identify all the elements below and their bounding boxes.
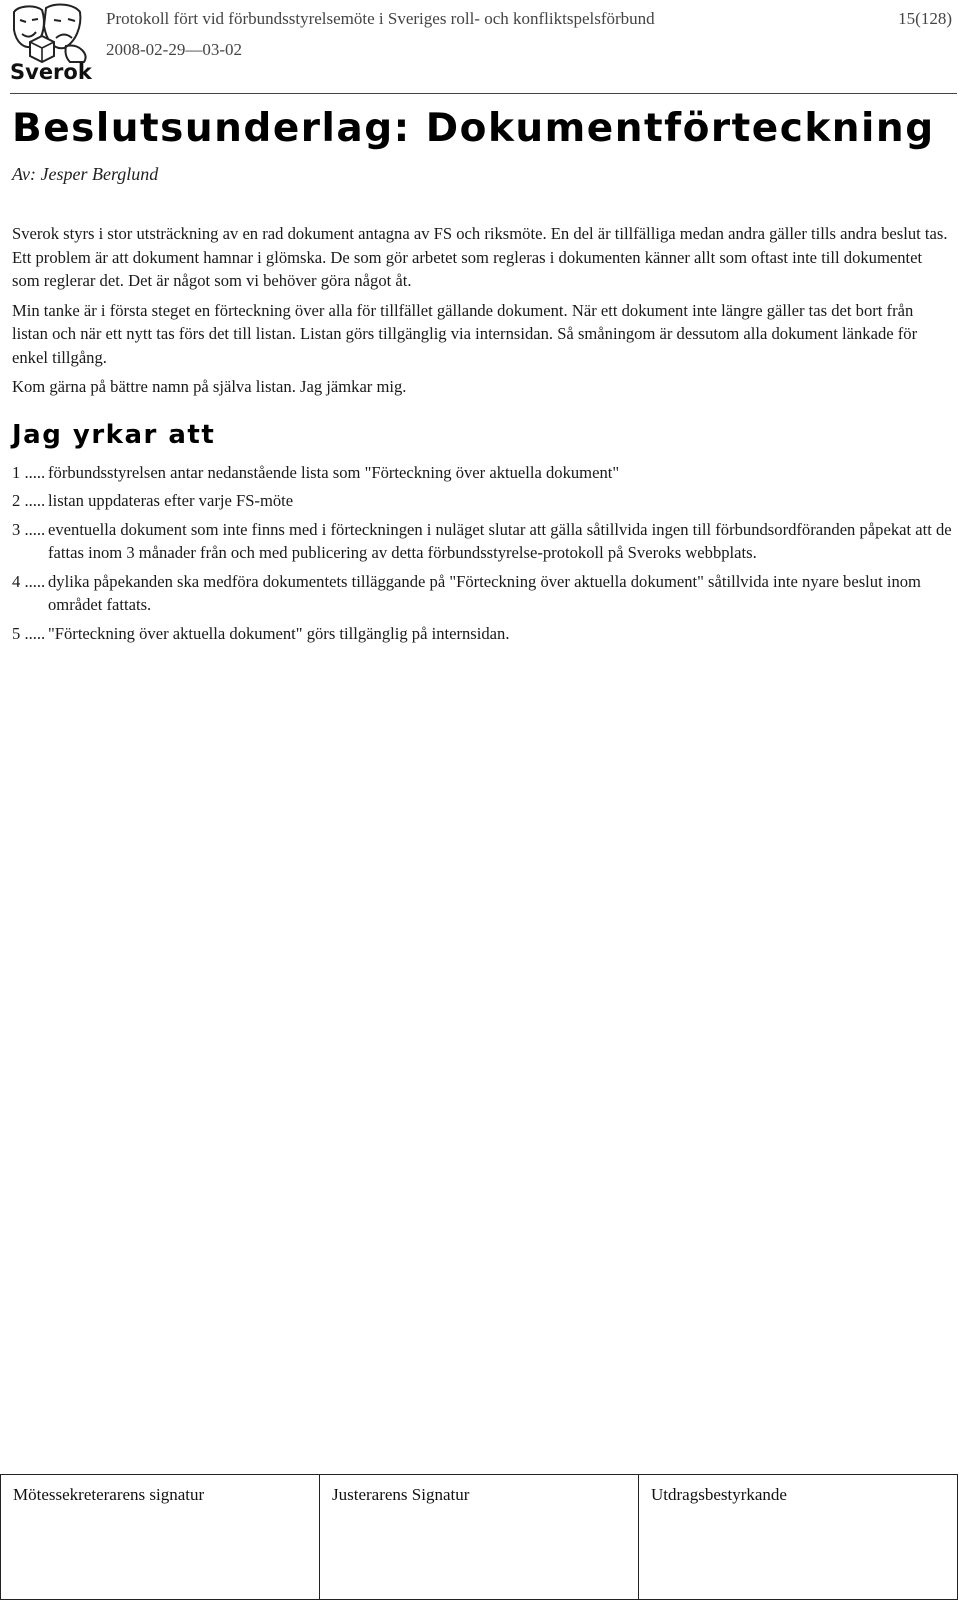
signature-table — [0, 1474, 958, 1600]
list-item-text: dylika påpekanden ska medföra dokumentets tilläggande på "Förteckning över aktuella dokument" såtillvida inte nyare beslut inom området fattats. — [48, 571, 921, 614]
paragraph: Min tanke är i första steget en förteckning över alla för tillfället gällande dokument. När ett dokument inte längre gäller tas det bort från listan och när ett nytt tas förs det till listan. Listan görs tillgänglig via internsidan. Så småningom är dessutom alla dokument länkade för enkel tillgång. — [12, 300, 918, 367]
list-item-number: 3 ..... — [12, 519, 46, 539]
section-title: Jag yrkar att — [12, 419, 216, 450]
header-divider — [10, 93, 957, 94]
body-text — [12, 222, 952, 399]
list-item-text: "Förteckning över aktuella dokument" görs tillgänglig på internsidan. — [48, 623, 510, 643]
adjuster-signature-cell: Justerarens Signatur — [320, 1475, 639, 1600]
page-number: 15(128) — [898, 9, 952, 28]
document-body — [12, 100, 952, 650]
list-item — [12, 622, 952, 646]
theater-masks-icon — [8, 2, 98, 66]
list-item-number: 2 ..... — [12, 491, 46, 510]
list-item-number: 1 ..... — [12, 462, 46, 482]
list-item-text: eventuella dokument som inte finns med i förteckningen i nuläget slutar att gälla såtillvida ingen till förbundsordföranden påpekat att de fattas inom 3 månader från och med publicering av detta förbundsstyrelse-protokoll på Sveroks webbplats. — [48, 519, 952, 562]
list-item-number: 5 ..... — [12, 623, 46, 643]
document-author: Av: Jesper Berglund — [12, 164, 159, 184]
header-date: 2008-02-29—03-02 — [106, 40, 242, 59]
logo-text: Sverok — [10, 60, 92, 84]
list-item — [12, 461, 952, 485]
list-item — [12, 570, 952, 617]
paragraph: Kom gärna på bättre namn på själva listan. Jag jämkar mig. — [12, 377, 407, 396]
extract-certification-cell: Utdragsbestyrkande — [639, 1475, 958, 1600]
document-title: Beslutsunderlag: Dokumentförteckning — [12, 106, 935, 151]
motion-list — [12, 461, 952, 646]
list-item-text: listan uppdateras efter varje FS-möte — [48, 491, 294, 510]
secretary-signature-cell: Mötessekreterarens signatur — [1, 1475, 320, 1600]
page-header — [0, 0, 960, 96]
list-item — [12, 518, 952, 565]
list-item-text: förbundsstyrelsen antar nedanstående lista som "Förteckning över aktuella dokument" — [48, 462, 620, 482]
header-title: Protokoll fört vid förbundsstyrelsemöte i Sveriges roll- och konfliktspelsförbund — [106, 9, 655, 28]
list-item — [12, 489, 952, 513]
list-item-number: 4 ..... — [12, 571, 46, 591]
paragraph: Sverok styrs i stor utsträckning av en rad dokument antagna av FS och riksmöte. En del är tillfälliga medan andra gäller tills andra beslut tas. Ett problem är att dokument hamnar i glömska. De som gör arbetet som regleras i dokumenten känner allt som oftast inte till dokumentet som reglerar det. Det är något som vi behöver göra något åt. — [12, 224, 948, 290]
